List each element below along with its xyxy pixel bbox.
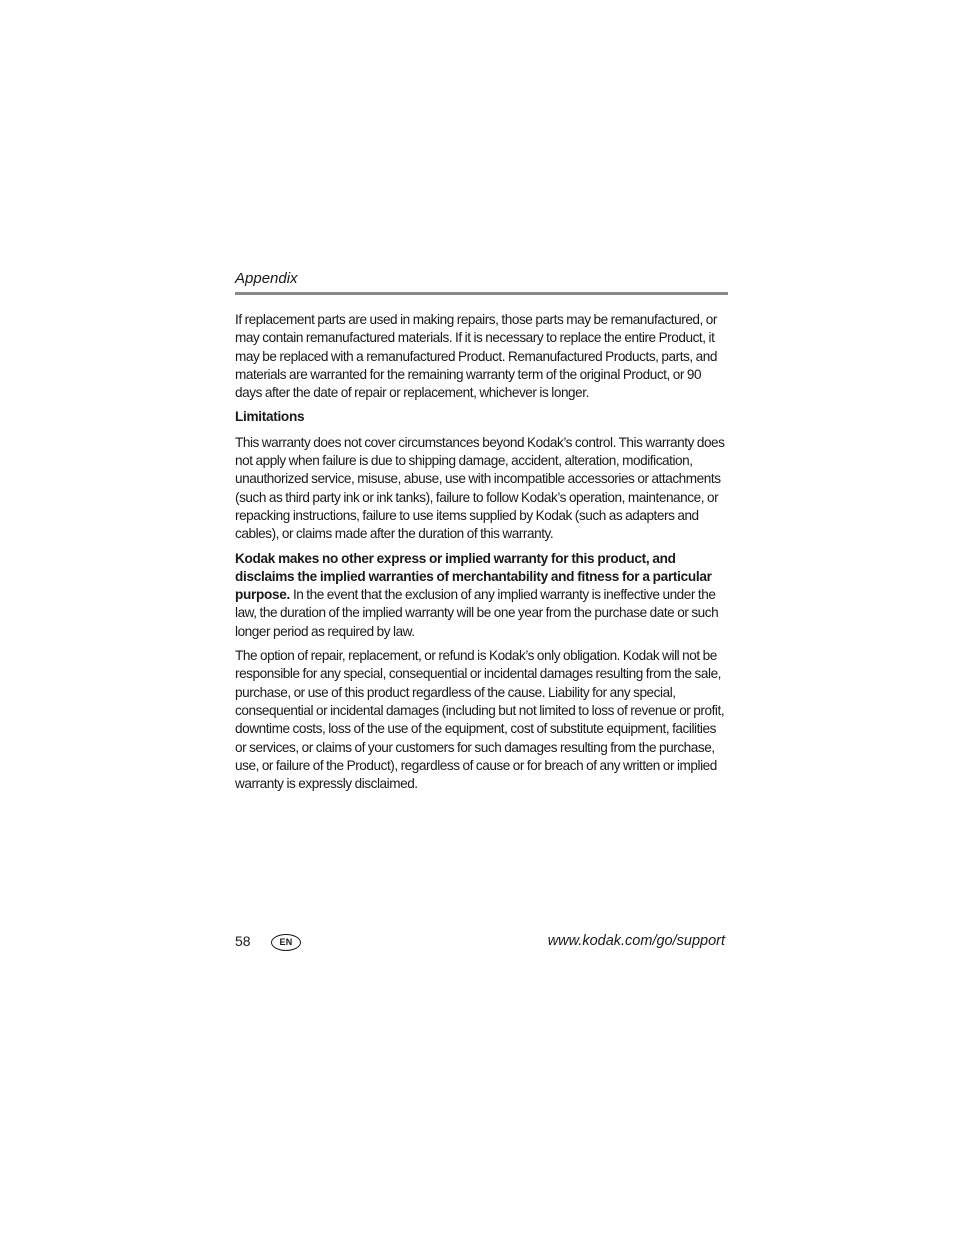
- implied-warranty-duration: In the event that the exclusion of any implied warranty is ineffective under the law, the duration of the implied warranty will be one year from the purchase date or such longer period as required by law.: [235, 587, 719, 639]
- page-number: 58: [235, 933, 251, 949]
- replacement-parts-paragraph: If replacement parts are used in making repairs, those parts may be remanufactured, or may contain remanufactured materials. If it is necessary to replace the entire Product, it may be replaced with a remanufactured Product. Remanufactured Products, parts, and materials are warranted for the remaining warranty term of the original Product, or 90 days after the date of repair or replacement, whichever is longer.: [235, 312, 717, 401]
- header-divider: [235, 292, 728, 295]
- warranty-exclusions-paragraph: This warranty does not cover circumstances beyond Kodak’s control. This warranty does not apply when failure is due to shipping damage, accident, alteration, modification, unauthorized service, misuse, abuse, use with incompatible accessories or attachments (such as third party ink or ink tanks), failure to follow Kodak’s operation, maintenance, or repacking instructions, failure to use items supplied by Kodak (such as adapters and cables), or claims made after the duration of this warranty.: [235, 434, 725, 542]
- page-footer: [235, 931, 725, 953]
- page-content: [235, 268, 728, 799]
- support-url[interactable]: www.kodak.com/go/support: [547, 933, 725, 949]
- language-badge: EN: [271, 934, 301, 951]
- limitations-heading: Limitations: [235, 409, 305, 425]
- implied-warranty-paragraph: [235, 550, 728, 641]
- implied-warranty-disclaimer: Kodak makes no other express or implied warranty for this product, and disclaims the implied warranties of merchantability and fitness for a particular purpose.: [235, 550, 712, 603]
- section-header: Appendix: [235, 270, 298, 287]
- obligation-paragraph: The option of repair, replacement, or refund is Kodak’s only obligation. Kodak will not be responsible for any special, consequential or incidental damages resulting from the sale, purchase, or use of this product regardless of the cause. Liability for any special, consequential or incidental damages (including but not limited to loss of revenue or profit, downtime costs, loss of the use of the equipment, cost of substitute equipment, facilities or services, or claims of your customers for such damages resulting from the purchase, use, or failure of the Product), regardless of cause or for breach of any written or implied warranty is expressly disclaimed.: [235, 648, 725, 792]
